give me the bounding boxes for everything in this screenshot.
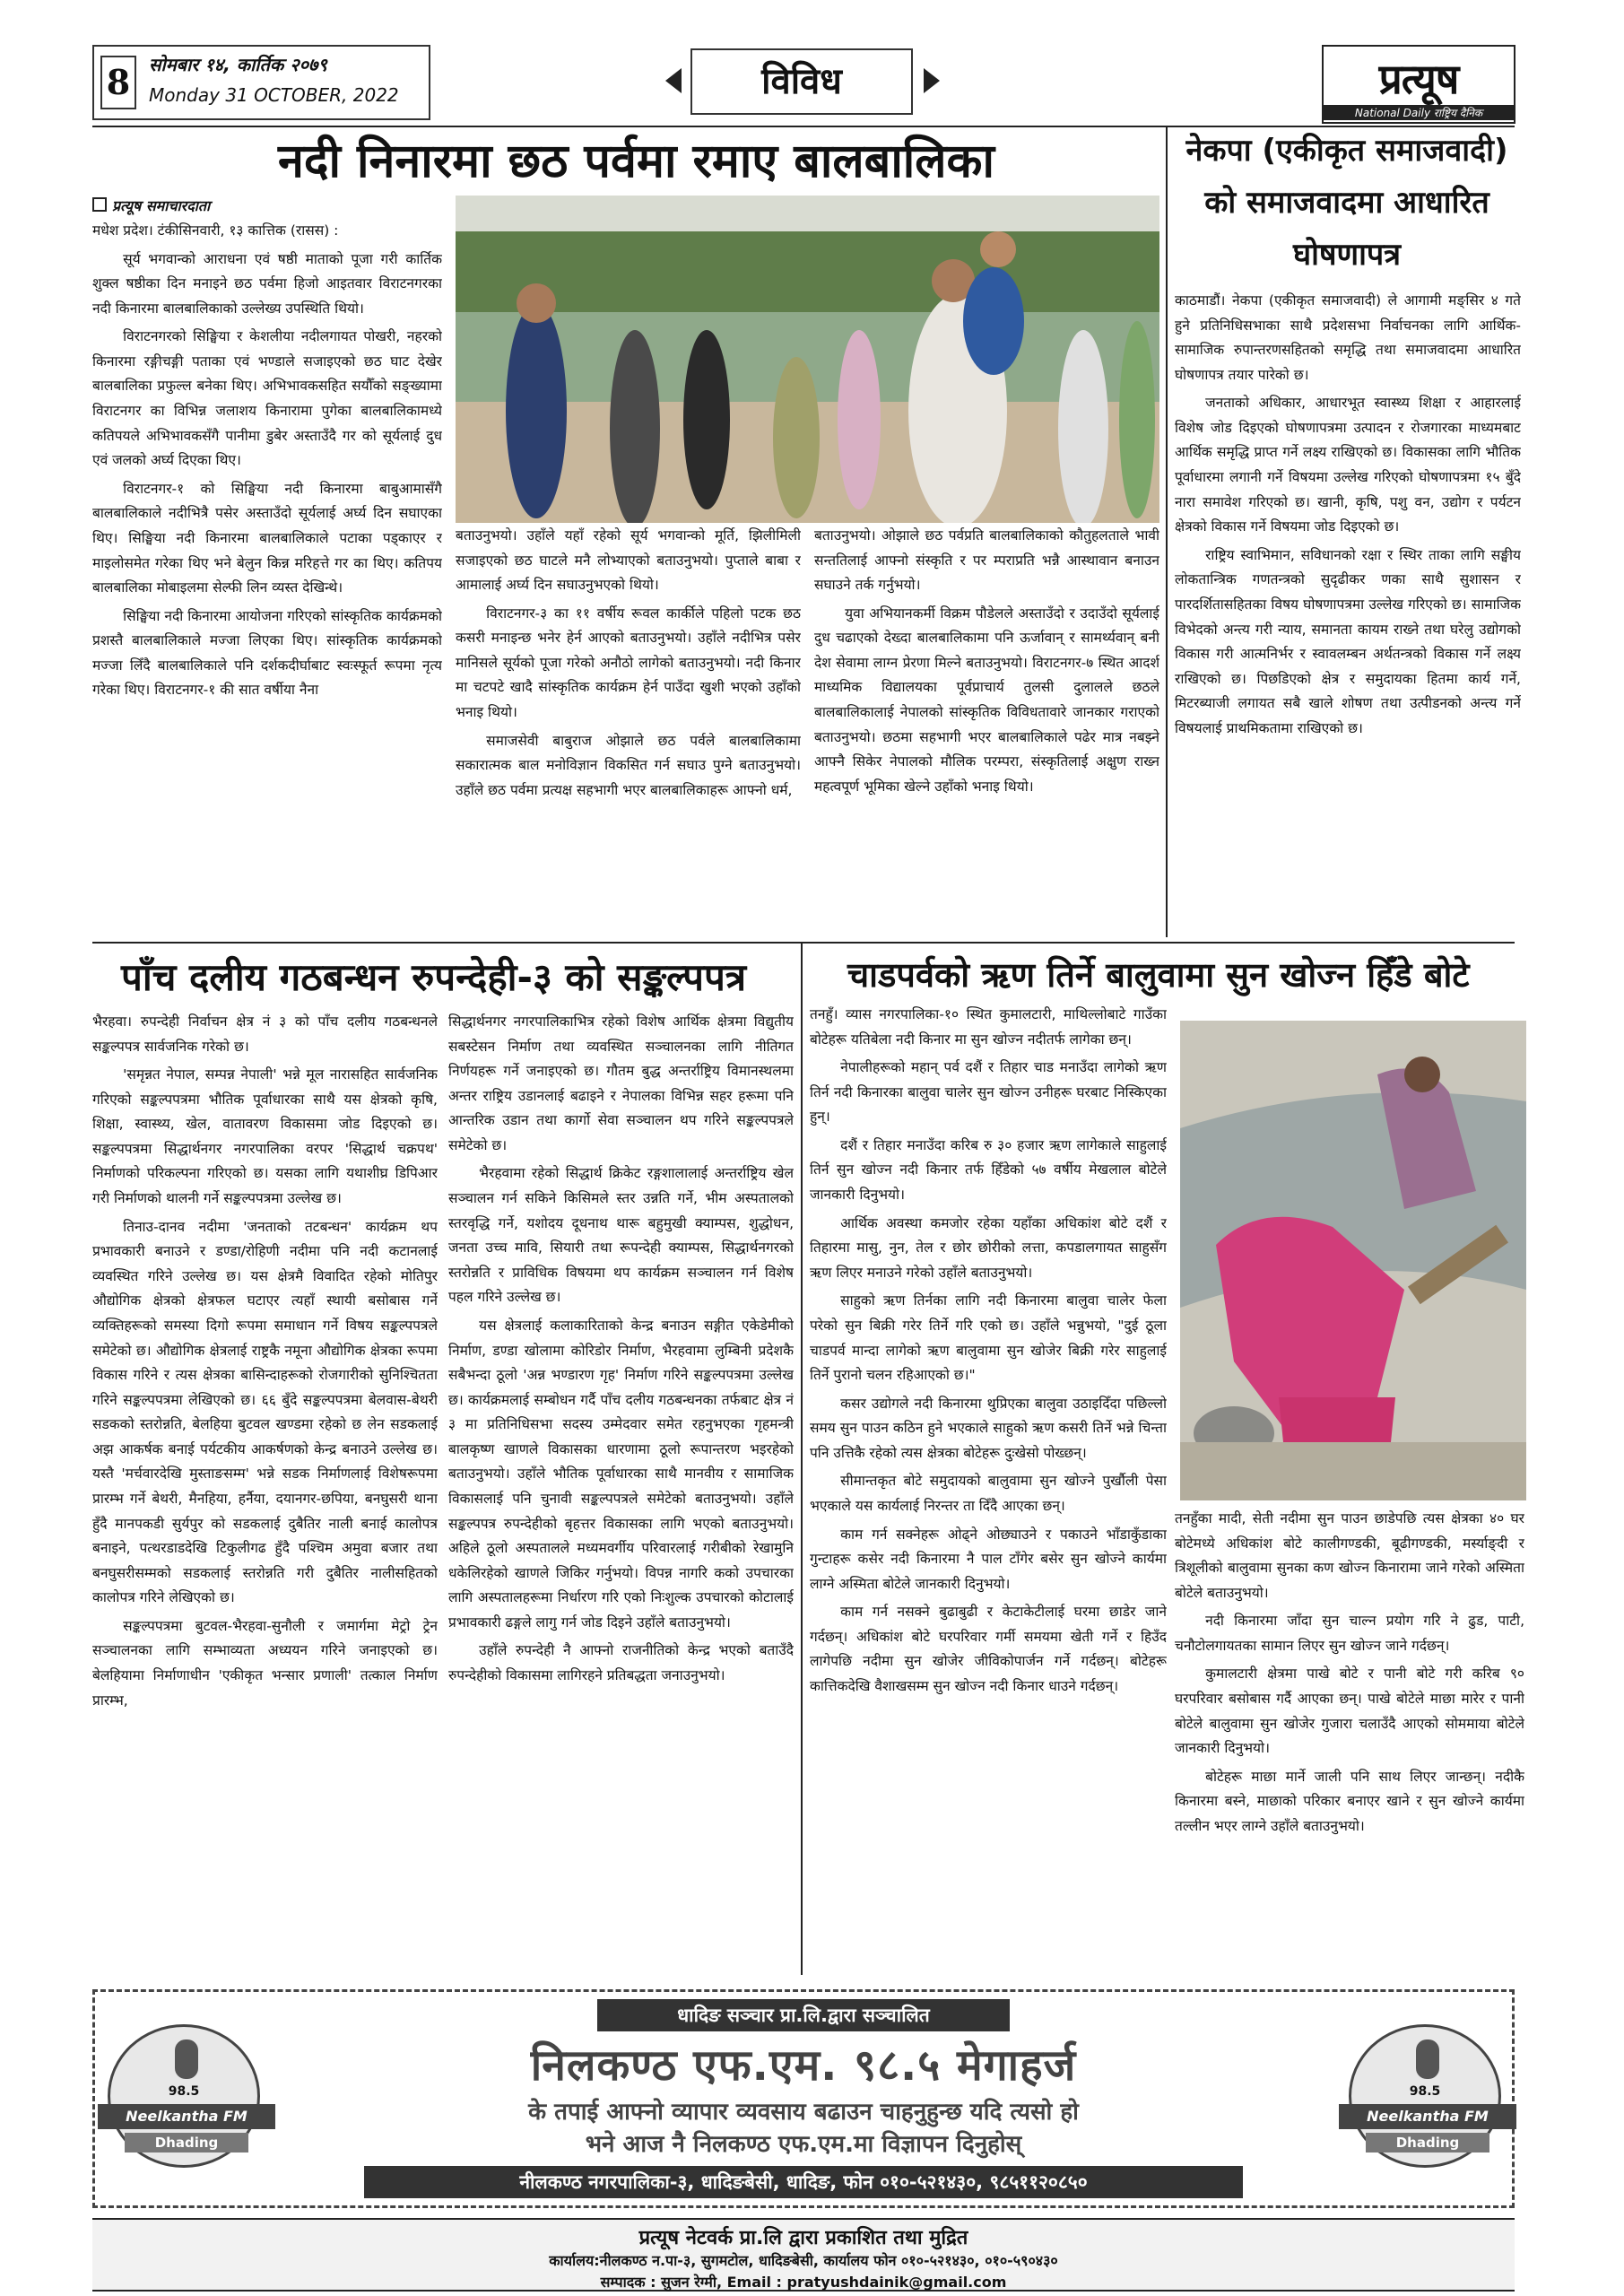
paragraph: बताउनुभयो। ओझाले छठ पर्वप्रति बालबालिकाको कौतुहलताले भावी सन्ततिलाई आफ्नो संस्कृति र पर म्पराप्रति भन्नै आस्थावान बनाउन सघाउने तर्क गर्नुभयो। — [814, 527, 1159, 594]
microphone-icon — [1416, 2039, 1439, 2079]
paragraph: कुमालटारी क्षेत्रमा पाखे बोटे र पानी बोटे गरी करिब ९० घरपरिवार बसोबास गर्दै आएका छन्। पाखे बोटेले माछा मारेर र पानी बोटेले बालुवामा सुन खोजेर गुजारा चलाउँदै आएको सोममाया बोटेले जानकारी दिनुभयो। — [1175, 1665, 1524, 1757]
paragraph: जनताको अधिकार, आधारभूत स्वास्थ्य शिक्षा र आहारलाई विशेष जोड दिइएको घोषणापत्रमा उत्पादन र रोजगारका माध्यमबाट आर्थिक समृद्धि प्राप्त गर्ने लक्ष्य राखिएको छ। विकासका लागि भौतिक पूर्वाधारमा लगानी गर्ने विषयमा उल्लेख गरिएको घोषणापत्रमा १५ बुँदे नारा समावेश गरिएको छ। खानी, कृषि, पशु वन, उद्योग र पर्यटन क्षेत्रको विकास गर्ने विषयमा जोड दिइएको छ। — [1175, 395, 1521, 535]
paragraph: साहुको ऋण तिर्नका लागि नदी किनारमा बालुवा चालेर फेला परेको सुन बिक्री गरेर तिर्ने गरि एको छ। उहाँले भन्नुभयो, "दुई ठूला चाडपर्व मान्दा लागेको ऋण बालुवामा सुन खोजेर बिक्री गरेर साहुलाई तिर्ने पुरानो चलन रहिआएको छ।" — [810, 1292, 1167, 1384]
logo-frequency: 98.5 — [1409, 2084, 1441, 2099]
paragraph: नेपालीहरूको महान् पर्व दशैं र तिहार चाड मनाउँदा लागेको ऋण तिर्न नदी किनारका बालुवा चालेर सुन खोज्न उनीहरू घरबाट निस्किएका हुन्। — [810, 1059, 1167, 1126]
fm-radio-advertisement — [92, 1989, 1515, 2208]
paragraph: 'समृन्नत नेपाल, सम्पन्न नेपाली' भन्ने मूल नारासहित सार्वजनिक गरिएको सङ्कल्पपत्रमा भौतिक पूर्वाधारका साथै यस क्षेत्रको कृषि, शिक्षा, स्वास्थ्य, खेल, वातावरण विकासमा जोड दिइएको छ। सङ्कल्पपत्रमा सिद्धार्थनगर नगरपालिका वरपर 'सिद्धार्थ चक्रपथ' निर्माणको परिकल्पना गरिएको छ। यसका लागि यथाशीघ्र डिपिआर गरी निर्माणको थालनी गर्ने सङ्कल्पपत्रमा उल्लेख छ। — [92, 1066, 438, 1207]
article1-column-1 — [92, 219, 442, 936]
column-divider — [801, 944, 803, 1975]
logo-place: Dhading — [125, 2133, 248, 2152]
paragraph: दशैं र तिहार मनाउँदा करिब रु ३० हजार ऋण लागेकाले साहुलाई तिर्न सुन खोज्न नदी किनार तर्फ हिँडेको ५७ वर्षीय मेखलाल बोटेले जानकारी दिनुभयो। — [810, 1136, 1167, 1204]
paragraph: नदी किनारमा जाँदा सुन चाल्न प्रयोग गरि ने ढुड, पाटी, चनौटोलगायतका सामान लिएर सुन खोज्न जाने गर्दछन्। — [1175, 1613, 1524, 1654]
article3-headline: चाडपर्वको ऋण तिर्ने बालुवामा सुन खोज्न हिँडे बोटे — [847, 955, 1470, 995]
paragraph: समाजसेवी बाबुराज ओझाले छठ पर्वले बालबालिकामा सकारात्मक बाल मनोविज्ञान विकसित गर्न सघाउ पुग्ने बताउनुभयो। उहाँले छठ पर्वमा प्रत्यक्ष सहभागी भएर बालबालिकाहरू आफ्नो धर्म, — [456, 732, 801, 798]
paragraph: आर्थिक अवस्था कमजोर रहेका यहाँका अधिकांश बोटे दशैं र तिहारमा मासु, नुन, तेल र छोर छोरीको लत्ता, कपडालगायत साहुसँग ऋण लिएर मनाउने गरेको उहाँले बताउनुभयो। — [810, 1214, 1167, 1281]
paragraph: तनहुँका मादी, सेती नदीमा सुन पाउन छाडेपछि त्यस क्षेत्रका ४० घर बोटेमध्ये अधिकांश बोटे कालीगण्डकी, बूढीगण्डकी, मर्स्याङ्दी र त्रिशूलीको बालुवामा सुनका कण खोज्न किनारामा जाने गरेको अस्मिता बोटेले बताउनुभयो। — [1175, 1510, 1524, 1601]
article1-column-3 — [814, 524, 1159, 936]
article1-headline: नदी निनारमा छठ पर्वमा रमाए बालबालिका — [278, 135, 994, 188]
article3-column-1 — [810, 1003, 1167, 1975]
chhath-festival-photo — [456, 196, 1159, 523]
logo-place: Dhading — [1366, 2133, 1489, 2152]
paragraph: कसर उद्योगले नदी किनारमा थुप्रिएका बालुवा उठाइदिँदा पछिल्लो समय सुन पाउन कठिन हुने भएकाले साहुको ऋण कसरी तिर्ने भन्ने चिन्ता पनि उत्तिकै रहेको त्यस क्षेत्रका बोटेहरू दुःखेसो पोख्छन्। — [810, 1395, 1167, 1461]
paragraph: विराटनगर-१ को सिङ्घिया नदी किनारमा बाबुआमासँगै बालबालिकाले नदीभित्रै पसेर अस्ताउँदो सूर्यलाई अर्घ्य दिन सघाएका थिए। सिङ्घिया नदी किनारमा बालबालिकाले पटाका पड्काएर र माइलोसमेत गरेका थिए भने बेलुन किन्न मरिहत्ते गर का थिए। कतिपय बालबालिका मोबाइलमा सेल्फी लिन व्यस्त देखिन्थे। — [92, 480, 442, 596]
paragraph: सङ्कल्पपत्रमा बुटवल-भैरहवा-सुनौली र जमार्गमा मेट्रो ट्रेन सञ्चालनका लागि सम्भाव्यता अध्ययन गरिने जनाइएको छ। बेलहियामा निर्माणाधीन 'एकीकृत भन्सार प्रणाली' तत्काल निर्माण प्रारम्भ, — [92, 1617, 438, 1709]
paragraph: भैरहवामा रहेको सिद्धार्थ क्रिकेट रङ्गशालालाई अन्तर्राष्ट्रिय खेल सञ्चालन गर्न सकिने किसिमले स्तर उन्नति गर्ने, भीम अस्पतालको स्तरवृद्धि गर्ने, यशोदय दूधनाथ थारू बहुमुखी क्याम्पस, शुद्धोधन, जनता उच्च मावि, सियारी तथा रूपन्देही क्याम्पस, सिद्धार्थनगरको स्तरोन्नति र प्राविधिक विषयमा थप कार्यक्रम सञ्चालन गर्न विशेष पहल गरिने उल्लेख छ। — [448, 1165, 794, 1306]
footer-editor-email: सम्पादक : सुजन रेग्मी, Email : pratyushdainik@gmail.com — [600, 2274, 1007, 2291]
paragraph: सूर्य भगवान्को आराधना एवं षष्ठी माताको पूजा गरी कार्तिक शुक्ल षष्ठीका दिन मनाइने छठ पर्वमा हिजो आइतवार विराटनगरका नदी किनारमा बालबालिकाको उल्लेख्य उपस्थिति थियो। — [92, 250, 442, 317]
paragraph: काठमाडौं। नेकपा (एकीकृत समाजवादी) ले आगामी मङ्सिर ४ गते हुने प्रतिनिधिसभाका साथै प्रदेशसभा निर्वाचनका लागि आर्थिक-सामाजिक रुपान्तरणसहितको समृद्धि तथा समाजवादमा आधारित घोषणापत्र तयार पारेको छ। — [1175, 292, 1521, 383]
paragraph: मधेश प्रदेश। टंकीसिनवारी, १३ कात्तिक (रासस) : — [92, 222, 339, 239]
paragraph: बताउनुभयो। उहाँले यहाँ रहेको सूर्य भगवान्को मूर्ति, झिलीमिली सजाइएको छठ घाटले मनै लोभ्याएको बताउनुभयो। पुप्ताले बाबा र आमालाई अर्घ्य दिन सघाउनुभएको थियो। — [456, 527, 801, 594]
footer-publisher: प्रत्यूष नेटवर्क प्रा.लि द्वारा प्रकाशित तथा मुद्रित — [638, 2227, 968, 2249]
article2-headline: पाँच दलीय गठबन्धन रुपन्देही-३ को सङ्कल्पपत्र — [121, 955, 747, 999]
paragraph: काम गर्न सक्नेहरू ओढ्ने ओछ्याउने र पकाउने भाँडाकुँडाका गुन्टाहरू कसेर नदी किनारमा नै पाल टाँगेर बसेर सुन खोज्ने कार्यमा लाग्ने अस्मिता बोटेले जानकारी दिनुभयो। — [810, 1526, 1167, 1592]
microphone-icon — [175, 2039, 198, 2079]
sidebar-divider — [1166, 126, 1168, 937]
ad-line-2: के तपाई आफ्नो व्यापार व्यवसाय बढाउन चाहनुहुन्छ यदि त्यसो हो — [528, 2099, 1079, 2126]
prev-arrow-icon — [665, 68, 682, 93]
masthead-title: प्रत्यूष — [1378, 55, 1459, 103]
paragraph: तनहुँ। व्यास नगरपालिका-१० स्थित कुमालटारी, माथिल्लोबाटे गाउँका बोटेहरू यतिबेला नदी किनार मा सुन खोज्न नदीतर्फ लागेका छन्। — [810, 1006, 1167, 1048]
publisher-footer — [92, 2218, 1515, 2292]
paragraph: बोटेहरू माछा मार्ने जाली पनि साथ लिएर जान्छन्। नदीकै किनारमा बस्ने, माछाको परिकार बनाएर खाने र सुन खोज्ने कार्यमा तल्लीन भएर लाग्ने उहाँले बताउनुभयो। — [1175, 1768, 1524, 1834]
footer-address: कार्यालय:नीलकण्ठ न.पा-३, सुगमटोल, धादिङबेसी, कार्यालय फोन ०१०-५२१४३०, ०१०-५९०४३० — [549, 2252, 1058, 2269]
section-title: विविध — [690, 48, 913, 115]
sidebar-headline: नेकपा (एकीकृत समाजवादी) को समाजवादमा आधारित घोषणापत्र — [1185, 133, 1508, 273]
date-nepali: सोमबार १४, कार्तिक २०७९ — [149, 54, 327, 75]
logo-name: Neelkantha FM — [1339, 2104, 1516, 2129]
paragraph: सिद्धार्थनगर नगरपालिकाभित्र रहेको विशेष आर्थिक क्षेत्रमा विद्युतीय सबस्टेसन निर्माण तथा व्यवस्थित सञ्चालनका लागि नीतिगत निर्णयहरू गर्ने जनाइएको छ। गौतम बुद्ध अन्तर्राष्ट्रिय विमानस्थलमा अन्तर राष्ट्रिय उडानलाई बढाइने र नेपालका विभिन्न सहर हरूमा पनि आन्तरिक उडान तथा कार्गो सेवा सञ्चालन थप गरिने सङ्कल्पपत्रले समेटेको छ। — [448, 1013, 794, 1153]
paragraph: युवा अभियानकर्मी विक्रम पौडेलले अस्ताउँदो र उदाउँदो सूर्यलाई दुध चढाएको देख्दा बालबालिकामा पनि ऊर्जावान् र सामर्थ्यवान् बनी देश सेवामा लाग्न प्रेरणा मिल्ने बताउनुभयो। विराटनगर-७ स्थित आदर्श माध्यमिक विद्यालयका पूर्वप्राचार्य तुलसी दुलालले छठले बालबालिकालाई नेपालको सांस्कृतिक विविधतावारे जानकार गराएको बताउनुभयो। छठमा सहभागी भएर बालबालिकाले पढेर मात्र नबझ्ने आफ्नै सिकेर नेपालको मौलिक परम्परा, संस्कृतिलाई अक्षुण राख्न महत्वपूर्ण भूमिका खेल्ने उहाँको भनाइ थियो। — [814, 604, 1159, 795]
neelkantha-fm-logo-right — [1349, 2024, 1501, 2168]
paragraph: राष्ट्रिय स्वाभिमान, सविधानको रक्षा र स्थिर ताका लागि सङ्घीय लोकतान्त्रिक गणतन्त्रको सुदृढीकर णका साथै सुशासन र पारदर्शितासहितका विषय घोषणापत्रमा उल्लेख गरिएको छ। सामाजिक विभेदको अन्त्य गरी न्याय, समानता कायम राख्ने तथा घरेलु उद्योगको विकास गरी आत्मनिर्भर र स्वावलम्बन अर्थतन्त्रको विकास गर्ने लक्ष्य राखिएको छ। पिछडिएको क्षेत्र र समुदायका हितमा कार्य गर्ने, मिटरब्याजी लगायत सबै खाले शोषण तथा उत्पीडनको अन्त्य गर्ने विषयलाई प्राथमिकतामा राखिएको छ। — [1175, 546, 1521, 736]
article3-column-2 — [1175, 1507, 1524, 1973]
paragraph: भैरहवा। रुपन्देही निर्वाचन क्षेत्र नं ३ को पाँच दलीय गठबन्धनले सङ्कल्पपत्र सार्वजनिक गरेको छ। — [92, 1013, 438, 1055]
article1-column-2 — [456, 524, 801, 936]
neelkantha-fm-logo-left — [108, 2024, 260, 2168]
ad-contact: नीलकण्ठ नगरपालिका-३, धादिङबेसी, धादिङ, फोन ०१०-५२१४३०, ९८५११२०८५० — [364, 2166, 1243, 2198]
article2-column-2 — [448, 1010, 794, 1973]
paragraph: सीमान्तकृत बोटे समुदायको बालुवामा सुन खोज्ने पुर्खौली पेसा भएकाले यस कार्यलाई निरन्तर ता दिँदै आएका छन्। — [810, 1473, 1167, 1514]
ad-headline: निलकण्ठ एफ.एम. ९८.५ मेगाहर्ज — [530, 2040, 1077, 2091]
logo-frequency: 98.5 — [168, 2084, 200, 2099]
page-number: 8 — [100, 56, 136, 109]
paragraph: यस क्षेत्रलाई कलाकारिताको केन्द्र बनाउन सङ्गीत एकेडेमीको निर्माण, डण्डा खोलामा कोरिडोर निर्माण, भैरहवामा लुम्बिनी प्रदेशकै सबैभन्दा ठूलो 'अन्न भण्डारण गृह' निर्माण गरिने सङ्कल्पपत्रमा उल्लेख छ। कार्यक्रमलाई सम्बोधन गर्दै पाँच दलीय गठबन्धनका तर्फबाट क्षेत्र नं ३ मा प्रतिनिधिसभा सदस्य उम्मेदवार समेत रहनुभएका गृहमन्त्री बालकृष्ण खाणले विकासका धारणामा ठूलो रूपान्तरण भइरहेको बताउनुभयो। उहाँले भौतिक पूर्वाधारका साथै मानवीय र सामाजिक विकासलाई पनि चुनावी सङ्कल्पपत्रले समेटेको बताउनुभयो। उहाँले सङ्कल्पपत्र रुपन्देहीको बृहत्तर विकासका लागि भएको बताउनुभयो। अहिले ठूलो अस्पतालले मध्यमवर्गीय परिवारलाई गरीबीको रेखामुनि धकेलिरहेको खाणले जिकिर गर्नुभयो। विपन्न नागरि कको उपचारका लागि अस्पतालहरूमा निर्धारण गरि एको निःशुल्क उपचारको कोटालाई प्रभावकारी ढङ्गले लागु गर्न जोड दिइने उहाँले बताउनुभयो। — [448, 1317, 794, 1631]
ad-line-3: भने आज नै निलकण्ठ एफ.एम.मा विज्ञापन दिनुहोस् — [585, 2131, 1022, 2158]
paragraph: काम गर्न नसक्ने बुढाबुढी र केटाकेटीलाई घरमा छाडेर जाने गर्दछन्। अधिकांश बोटे घरपरिवार गर्मी समयमा खेती गर्ने र हिउँद लागेपछि नदीमा सुन खोजेर जीविकोपार्जन गर्ने गर्दछन्। बोटेहरू कात्तिकदेखि वैशाखसम्म सुन खोज्न नदी किनार धाउने गर्दछन्। — [810, 1604, 1167, 1695]
logo-name: Neelkantha FM — [98, 2104, 275, 2129]
masthead-logo — [1322, 45, 1515, 124]
section-rule — [92, 942, 1515, 944]
paragraph: उहाँले रुपन्देही नै आफ्नो राजनीतिको केन्द्र भएको बताउँदै रुपन्देहीको विकासमा लागिरहने प्रतिबद्धता जनाउनुभयो। — [448, 1642, 794, 1684]
article1-byline: प्रत्यूष समाचारदाता — [92, 196, 210, 215]
paragraph: सिङ्घिया नदी किनारमा आयोजना गरिएको सांस्कृतिक कार्यक्रमको प्रशस्तै बालबालिकाले मज्जा लिएका थिए। सांस्कृतिक कार्यक्रमको मज्जा लिँदै बालबालिकाले पनि दर्शकदीर्घाबाट स्वःस्फूर्त रूपमा नृत्य गरेका थिए। विराटनगर-१ की सात वर्षीया नैना — [92, 607, 442, 699]
gold-panning-photo — [1180, 1021, 1526, 1500]
paragraph: विराटनगरको सिङ्घिया र केशलीया नदीलगायत पोखरी, नहरको किनारमा रङ्गीचङ्गी पताका एवं भण्डाले सजाइएको छठ घाट देखेर बालबालिका प्रफुल्ल बनेका थिए। अभिभावकसहित सयौँको सङ्ख्यामा विराटनगर का विभिन्न जलाशय किनारामा पुगेका बालबालिकामध्ये कतिपयले अभिभावकसँगै पानीमा डुबेर अस्ताउँदै गर को सूर्यलाई दुध एवं जलको अर्घ्य दिएका थिए। — [92, 328, 442, 469]
masthead-subtitle: National Daily राष्ट्रिय दैनिक — [1324, 105, 1514, 120]
article2-column-1 — [92, 1010, 438, 1973]
paragraph: तिनाउ-दानव नदीमा 'जनताको तटबन्धन' कार्यक्रम थप प्रभावकारी बनाउने र डण्डा/रोहिणी नदीमा पनि नदी कटानलाई व्यवस्थित गरिने उल्लेख छ। यस क्षेत्रमै विवादित रहेको मोतिपुर औद्योगिक क्षेत्रको क्षेत्रफल घटाएर त्यहाँ स्थायी बसोबास गर्ने व्यक्तिहरूको समस्या दिगो रूपमा समाधान गर्ने विषय सङ्कल्पपत्रले समेटेको छ। औद्योगिक क्षेत्रलाई राष्ट्रकै नमूना औद्योगिक क्षेत्रका रूपमा विकास गरिने र त्यस क्षेत्रका बासिन्दाहरूको रोजगारीको सुनिश्चितता गरिने सङ्कल्पपत्रमा लेखिएको छ। ६६ बुँदे सङ्कल्पपत्रमा बेलवास-बेथरी सडकको स्तरोन्नति, बेलहिया बुटवल खण्डमा रहेको छ लेन सडकलाई अझ आकर्षक बनाई पर्यटकीय आकर्षणको केन्द्र बनाउने उल्लेख छ। यस्तै 'मर्चवारदेखि मुस्ताङसम्म' भन्ने सडक निर्माणलाई विशेषरूपमा प्रारम्भ गर्ने बेथरी, मैनहिया, हर्नैया, दयानगर-छपिया, बनघुसरी थाना हुँदै मानपकडी सुर्यपुर को सडकलाई दुबैतिर नाली बनाई कालोपत्र बनाइने, पत्थरडाडदेखि टिकुलीगढ हुँदै पश्चिम अमुवा बजार तथा बनघुसरीसम्मको सडकलाई स्तरोन्नति गरी दुबैतिर नालीसहितको कालोपत्र गरिने लेखिएको छ। — [92, 1218, 438, 1606]
paragraph: विराटनगर-३ का ११ वर्षीय रूवल कार्कीले पहिलो पटक छठ कसरी मनाइन्छ भनेर हेर्न आएको बताउनुभयो। उहाँले नदीभित्र पसेर मानिसले सूर्यको पूजा गरेको अनौठो लागेको बताउनुभयो। नदी किनार मा चटपटे खादै सांस्कृतिक कार्यक्रम हेर्न पाउँदा खुशी भएको उहाँको भनाइ थियो। — [456, 604, 801, 721]
sidebar-body — [1175, 289, 1521, 936]
next-arrow-icon — [924, 68, 940, 93]
ad-operator: धादिङ सञ्चार प्रा.लि.द्वारा सञ्चालित — [597, 1999, 1010, 2031]
date-english: Monday 31 OCTOBER, 2022 — [149, 84, 399, 106]
